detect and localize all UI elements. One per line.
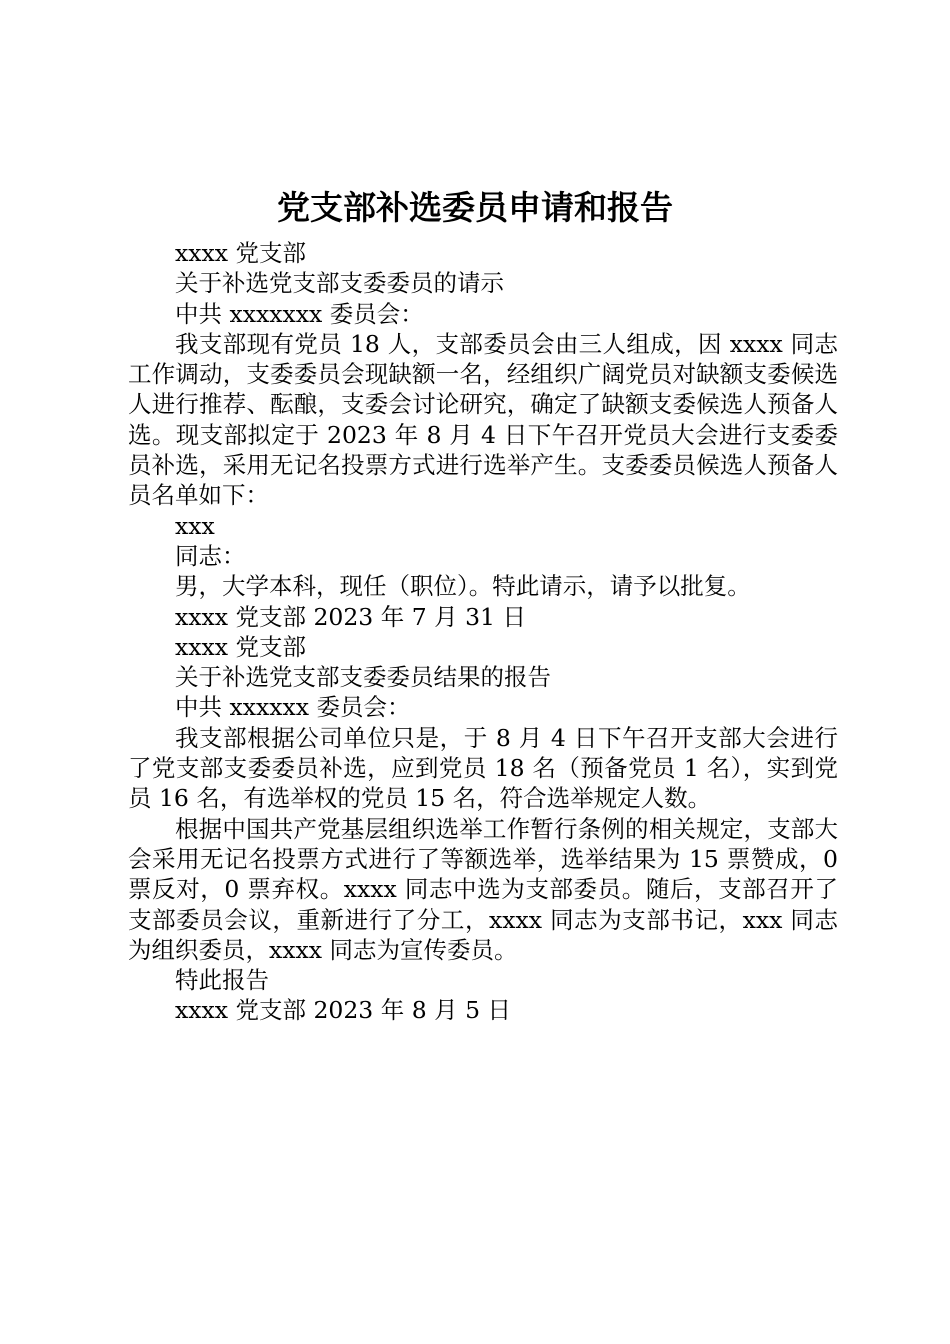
report-org-line: xxxx 党支部: [175, 632, 306, 661]
report-body-paragraph-2: 根据中国共产党基层组织选举工作暂行条例的相关规定，支部大会采用无记名投票方式进行了等额选举，选举结果为 15 票赞成，0 票反对，0 票弃权。xxxx 同志中选为支部委员。随后，支部召开了支部委员会议，重新进行了分工，xxxx 同志为支部书记，xxx 同志为组织委员，xxxx 同志为宣传委员。: [128, 814, 838, 964]
report-addressee: 中共 xxxxxx 委员会：: [175, 693, 411, 722]
report-body-paragraph-1: 我支部根据公司单位只是，于 8 月 4 日下午召开支部大会进行了党支部支委委员补选，应到党员 18 名（预备党员 1 名），实到党员 16 名，有选举权的党员 15 名，符合选举规定人数。: [128, 723, 838, 813]
report-signature-date: xxxx 党支部 2023 年 8 月 5 日: [175, 996, 512, 1025]
request-signature-date: xxxx 党支部 2023 年 7 月 31 日: [175, 602, 526, 631]
document-title: 党支部补选委员申请和报告: [277, 188, 673, 227]
report-closing: 特此报告: [175, 966, 269, 995]
candidate-name: xxx: [175, 511, 215, 540]
request-body: 我支部现有党员 18 人，支部委员会由三人组成，因 xxxx 同志工作调动，支委委员会现缺额一名，经组织广阔党员对缺额支委候选人进行推荐、酝酿，支委会讨论研究，确定了缺额支委候选人预备人选。现支部拟定于 2023 年 8 月 4 日下午召开党员大会进行支委委员补选，采用无记名投票方式进行选举产生。支委委员候选人预备人员名单如下：: [128, 329, 838, 510]
candidate-info: 男，大学本科，现任（职位）。特此请示，请予以批复。: [175, 572, 751, 601]
request-org-line: xxxx 党支部: [175, 239, 306, 267]
candidate-suffix: 同志：: [175, 541, 246, 570]
request-addressee: 中共 xxxxxxx 委员会：: [175, 299, 424, 328]
request-subject: 关于补选党支部支委委员的请示: [175, 269, 504, 298]
report-subject: 关于补选党支部支委委员结果的报告: [175, 663, 551, 692]
document-body: [128, 238, 838, 1026]
